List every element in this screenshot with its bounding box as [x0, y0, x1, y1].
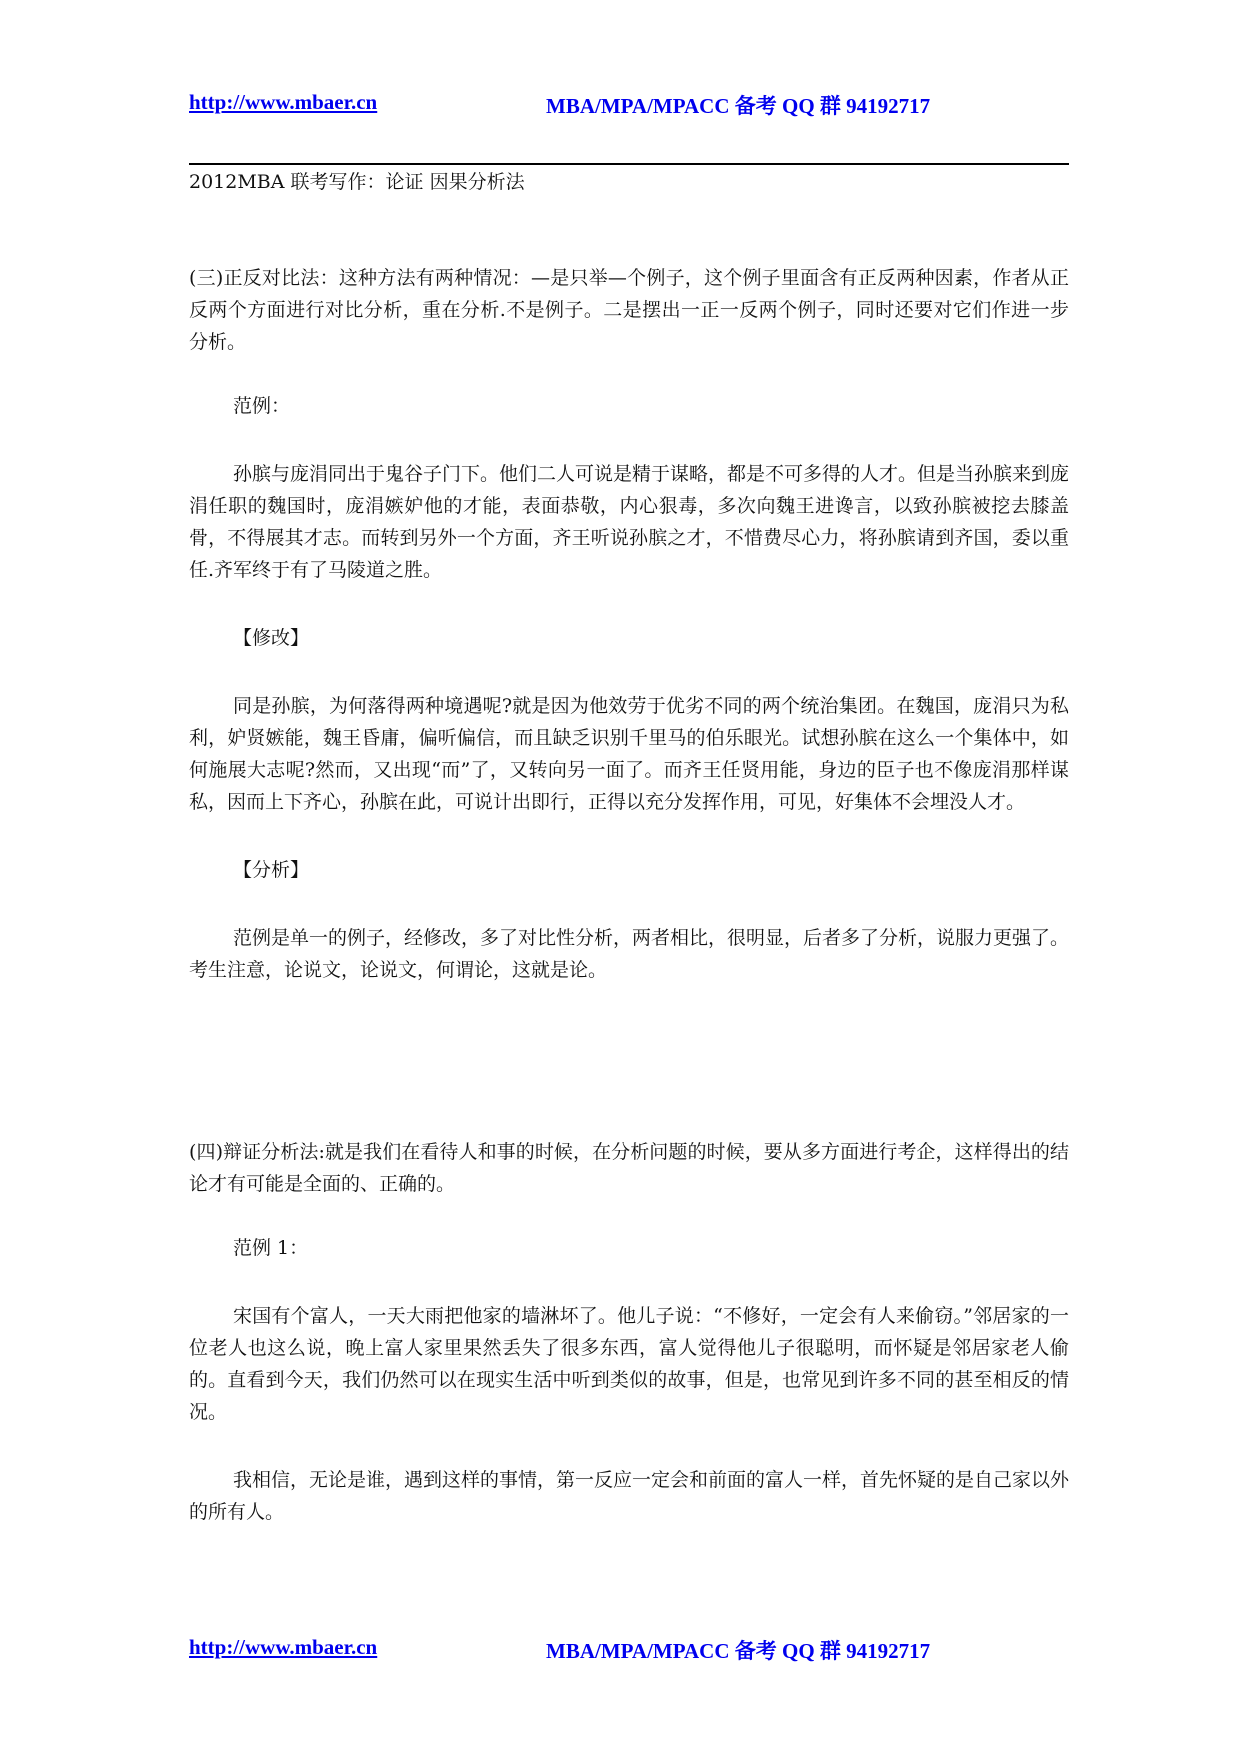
analysis-label: 【分析】 [233, 859, 310, 881]
paragraph-believe: 我相信，无论是谁，遇到这样的事情，第一反应一定会和前面的富人一样，首先怀疑的是自己家以外的所有人。 [189, 1469, 1070, 1523]
header-divider [189, 163, 1069, 165]
footer-qq-group: MBA/MPA/MPACC 备考 QQ 群 94192717 [546, 1639, 931, 1663]
revision-label: 【修改】 [233, 627, 310, 649]
page-footer [189, 1635, 1069, 1665]
header-link[interactable]: http://www.mbaer.cn [189, 90, 378, 114]
paragraph-dialectical-method: (四)辩证分析法:就是我们在看待人和事的时候，在分析问题的时候，要从多方面进行考企，这样得出的结论才有可能是全面的、正确的。 [189, 1141, 1069, 1195]
example-1-label: 范例 1： [233, 1237, 309, 1259]
paragraph-example-song-rich-man: 宋国有个富人，一天大雨把他家的墙淋坏了。他儿子说：“不修好，一定会有人来偷窃。”邻居家的一位老人也这么说，晚上富人家里果然丢失了很多东西，富人觉得他儿子很聪明，而怀疑是邻居家老人偷的。直看到今天，我们仍然可以在现实生活中听到类似的故事，但是，也常见到许多不同的甚至相反的情况。 [189, 1305, 1069, 1423]
example-label: 范例： [233, 395, 291, 417]
paragraph-example-sun-bin: 孙膑与庞涓同出于鬼谷子门下。他们二人可说是精于谋略，都是不可多得的人才。但是当孙膑来到庞涓任职的魏国时，庞涓嫉妒他的才能，表面恭敬，内心狠毒，多次向魏王进谗言，以致孙膑被挖去膝盖骨，不得展其才志。而转到另外一个方面，齐王听说孙膑之才，不惜费尽心力，将孙膑请到齐国，委以重任.齐军终于有了马陵道之胜。 [189, 463, 1070, 581]
paragraph-contrast-method: (三)正反对比法：这种方法有两种情况：—是只举—个例子，这个例子里面含有正反两种因素，作者从正反两个方面进行对比分析，重在分析.不是例子。二是摆出一正一反两个例子，同时还要对它们作进一步分析。 [189, 267, 1069, 353]
paragraph-analysis: 范例是单一的例子，经修改，多了对比性分析，两者相比，很明显，后者多了分析，说服力更强了。考生注意，论说文，论说文，何谓论，这就是论。 [189, 927, 1070, 981]
footer-link[interactable]: http://www.mbaer.cn [189, 1635, 378, 1659]
header-qq-group: MBA/MPA/MPACC 备考 QQ 群 94192717 [546, 94, 931, 118]
paragraph-revision: 同是孙膑，为何落得两种境遇呢?就是因为他效劳于优劣不同的两个统治集团。在魏国，庞涓只为私利，妒贤嫉能，魏王昏庸，偏听偏信，而且缺乏识别千里马的伯乐眼光。试想孙膑在这么一个集体中，如何施展大志呢?然而，又出现“而”了，又转向另一面了。而齐王任贤用能，身边的臣子也不像庞涓那样谋私，因而上下齐心，孙膑在此，可说计出即行，正得以充分发挥作用，可见，好集体不会埋没人才。 [189, 695, 1069, 813]
document-title: 2012MBA 联考写作：论证 因果分析法 [189, 171, 525, 193]
document-body [189, 262, 1069, 1528]
page-header [189, 90, 1069, 120]
